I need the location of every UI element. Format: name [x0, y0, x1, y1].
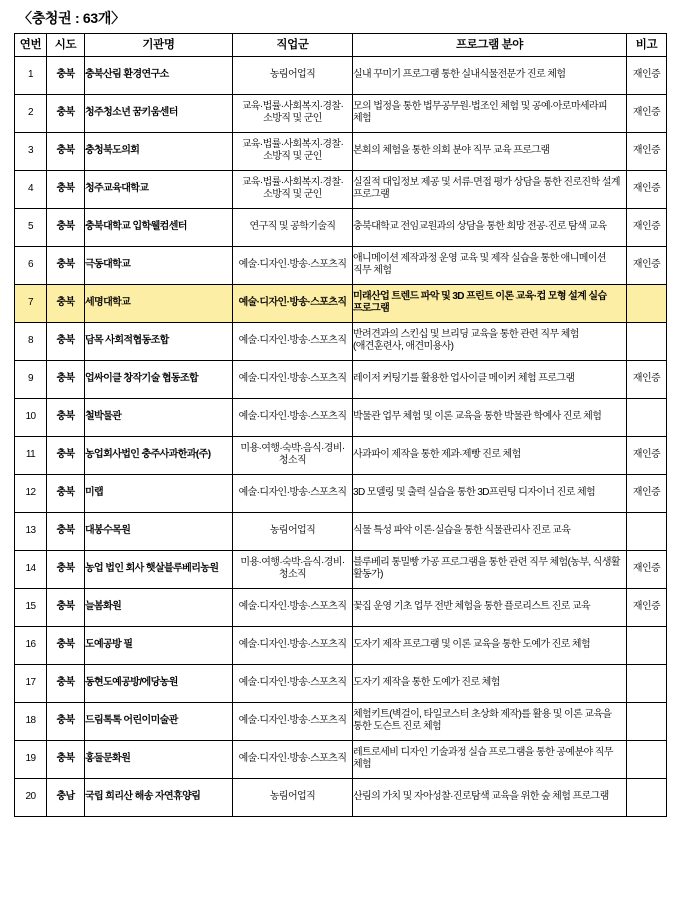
cell-program — [353, 322, 627, 360]
cell-note — [627, 56, 667, 94]
cell-sido — [47, 702, 85, 740]
column-header-no: 연번 — [15, 33, 47, 56]
cell-org-text: 미랩 — [85, 487, 104, 499]
cell-sido — [47, 740, 85, 778]
cell-job — [233, 208, 353, 246]
cell-job-text: 예술·디자인·방송·스포츠직 — [238, 601, 347, 613]
cell-program-text: 미래산업 트렌드 파악 및 3D 프린트 이론 교육·컵 모형 설계 실습 프로그램 — [353, 291, 607, 315]
cell-no-text: 20 — [25, 791, 36, 803]
cell-org — [85, 550, 233, 588]
cell-sido-text: 충북 — [56, 69, 75, 81]
cell-job-text: 농림어업직 — [269, 69, 316, 81]
cell-no-text: 2 — [28, 107, 33, 119]
cell-note — [627, 702, 667, 740]
cell-program — [353, 132, 627, 170]
cell-no — [15, 56, 47, 94]
cell-org — [85, 284, 233, 322]
cell-note-text: 재인증 — [632, 221, 661, 233]
cell-program — [353, 94, 627, 132]
cell-no-text: 18 — [25, 715, 36, 727]
cell-no-text: 5 — [28, 221, 33, 233]
cell-no — [15, 512, 47, 550]
cell-sido-text: 충북 — [56, 487, 75, 499]
cell-sido — [47, 626, 85, 664]
table-row — [15, 740, 667, 778]
column-header-note: 비고 — [627, 33, 667, 56]
cell-note-text: 재인증 — [632, 69, 661, 81]
cell-job-text: 예술·디자인·방송·스포츠직 — [238, 639, 347, 651]
cell-job — [233, 246, 353, 284]
cell-job — [233, 322, 353, 360]
cell-note — [627, 626, 667, 664]
cell-note — [627, 170, 667, 208]
cell-note — [627, 284, 667, 322]
cell-sido-text: 충북 — [56, 183, 75, 195]
cell-org — [85, 512, 233, 550]
cell-program — [353, 740, 627, 778]
cell-no-text: 6 — [28, 259, 33, 271]
cell-sido-text: 충북 — [56, 335, 75, 347]
column-header-program: 프로그램 분야 — [353, 33, 627, 56]
cell-program — [353, 778, 627, 816]
table-row — [15, 664, 667, 702]
cell-no — [15, 322, 47, 360]
cell-sido — [47, 170, 85, 208]
cell-org-text: 늘봄화원 — [85, 601, 122, 613]
cell-job — [233, 778, 353, 816]
cell-sido-text: 충북 — [56, 221, 75, 233]
cell-note-text: 재인증 — [632, 259, 661, 271]
column-header-sido: 시도 — [47, 33, 85, 56]
table-header — [15, 33, 667, 56]
table-row — [15, 170, 667, 208]
cell-job — [233, 626, 353, 664]
cell-sido — [47, 474, 85, 512]
cell-sido — [47, 398, 85, 436]
cell-no — [15, 246, 47, 284]
cell-no — [15, 398, 47, 436]
cell-job — [233, 170, 353, 208]
cell-note — [627, 322, 667, 360]
cell-program — [353, 474, 627, 512]
cell-org-text: 농업 법인 회사 햇살블루베리농원 — [85, 563, 219, 575]
table-row — [15, 550, 667, 588]
cell-job-text: 예술·디자인·방송·스포츠직 — [238, 259, 347, 271]
cell-job — [233, 702, 353, 740]
program-table — [14, 33, 667, 817]
cell-no-text: 13 — [25, 525, 36, 537]
cell-no-text: 17 — [25, 677, 36, 689]
cell-job-text: 예술·디자인·방송·스포츠직 — [238, 373, 347, 385]
cell-no-text: 7 — [28, 297, 33, 309]
cell-org-text: 국립 희리산 해송 자연휴양림 — [85, 791, 201, 803]
page-title: 〈충청권 : 63개〉 — [18, 10, 125, 26]
cell-program — [353, 398, 627, 436]
cell-no-text: 14 — [25, 563, 36, 575]
cell-sido-text: 충북 — [56, 259, 75, 271]
cell-org-text: 철박물관 — [85, 411, 122, 423]
table-row — [15, 436, 667, 474]
cell-note-text: 재인증 — [632, 449, 661, 461]
cell-org — [85, 626, 233, 664]
cell-org-text: 농업회사법인 충주사과한과(주) — [85, 449, 211, 461]
cell-job-text: 예술·디자인·방송·스포츠직 — [238, 753, 347, 765]
cell-sido-text: 충남 — [56, 791, 75, 803]
cell-program — [353, 512, 627, 550]
cell-job-text: 예술·디자인·방송·스포츠직 — [238, 487, 347, 499]
cell-sido — [47, 550, 85, 588]
cell-job-text: 교육·법률·사회복지·경찰·소방직 및 군인 — [241, 139, 344, 163]
cell-job-text: 예술·디자인·방송·스포츠직 — [238, 335, 347, 347]
cell-sido — [47, 322, 85, 360]
cell-job-text: 예술·디자인·방송·스포츠직 — [238, 297, 347, 309]
cell-sido-text: 충북 — [56, 107, 75, 119]
cell-job-text: 예술·디자인·방송·스포츠직 — [238, 715, 347, 727]
cell-no — [15, 436, 47, 474]
cell-job — [233, 550, 353, 588]
cell-no — [15, 740, 47, 778]
cell-program-text: 본회의 체험을 통한 의회 분야 직무 교육 프로그램 — [353, 145, 550, 157]
table-row — [15, 208, 667, 246]
cell-sido — [47, 664, 85, 702]
cell-no — [15, 626, 47, 664]
cell-job — [233, 284, 353, 322]
cell-job-text: 농림어업직 — [269, 791, 316, 803]
cell-program-text: 체험키트(벽걸이, 타일코스터 초상화 제작)를 활용 및 이론 교육을 통한 도슨트 진로 체험 — [353, 709, 612, 733]
cell-note-text: 재인증 — [632, 183, 661, 195]
cell-program-text: 3D 모델링 및 출력 실습을 통한 3D프린팅 디자이너 진로 체험 — [353, 487, 596, 499]
cell-no — [15, 284, 47, 322]
column-header-job: 직업군 — [233, 33, 353, 56]
cell-no — [15, 94, 47, 132]
cell-job-text: 예술·디자인·방송·스포츠직 — [238, 411, 347, 423]
cell-org-text: 홍둘문화원 — [85, 753, 131, 765]
cell-job-text: 미용·여행·숙박·음식·경비·청소직 — [240, 443, 345, 467]
cell-org — [85, 170, 233, 208]
cell-note — [627, 246, 667, 284]
cell-program-text: 블루베리 통밀빵 가공 프로그램을 통한 관련 직무 체험(농부, 식생활 활동가) — [353, 557, 620, 581]
cell-program-text: 식물 특성 파악 이론·실습을 통한 식물관리사 진로 교육 — [353, 525, 571, 537]
cell-org — [85, 94, 233, 132]
cell-job-text: 미용·여행·숙박·음식·경비·청소직 — [240, 557, 345, 581]
cell-job — [233, 436, 353, 474]
cell-note-text: 재인증 — [632, 145, 661, 157]
cell-program-text: 충북대학교 전임교원과의 상담을 통한 희망 전공·진로 탐색 교육 — [353, 221, 607, 233]
cell-org — [85, 246, 233, 284]
cell-program-text: 사과파이 제작을 통한 제과·제빵 진로 체험 — [353, 449, 521, 461]
cell-sido — [47, 778, 85, 816]
cell-note-text: 재인증 — [632, 487, 661, 499]
column-header-org: 기관명 — [85, 33, 233, 56]
cell-job-text: 예술·디자인·방송·스포츠직 — [238, 677, 347, 689]
cell-sido — [47, 512, 85, 550]
cell-job — [233, 588, 353, 626]
cell-sido-text: 충북 — [56, 601, 75, 613]
table-row — [15, 588, 667, 626]
table-row — [15, 474, 667, 512]
cell-org-text: 동현도예공방/에당농원 — [85, 677, 178, 689]
cell-no — [15, 170, 47, 208]
cell-org-text: 세명대학교 — [85, 297, 131, 309]
cell-sido-text: 충북 — [56, 297, 75, 309]
cell-job — [233, 56, 353, 94]
cell-note — [627, 512, 667, 550]
table-row — [15, 512, 667, 550]
cell-sido-text: 충북 — [56, 411, 75, 423]
cell-org-text: 충청북도의회 — [85, 145, 140, 157]
cell-program-text: 도자기 제작을 통한 도예가 진로 체험 — [353, 677, 500, 689]
cell-no-text: 11 — [25, 449, 36, 461]
cell-org — [85, 360, 233, 398]
cell-org — [85, 208, 233, 246]
table-row — [15, 246, 667, 284]
cell-no — [15, 474, 47, 512]
cell-no-text: 8 — [28, 335, 33, 347]
table-header-row — [15, 33, 667, 56]
table-body — [15, 56, 667, 816]
cell-program — [353, 56, 627, 94]
cell-no-text: 12 — [25, 487, 36, 499]
cell-sido — [47, 436, 85, 474]
cell-no-text: 16 — [25, 639, 36, 651]
cell-job — [233, 398, 353, 436]
cell-no-text: 19 — [25, 753, 36, 765]
cell-program — [353, 208, 627, 246]
cell-program-text: 산림의 가치 및 자아성찰·진로탐색 교육을 위한 숲 체험 프로그램 — [353, 791, 609, 803]
cell-program-text: 애니메이션 제작과정 운영 교육 및 제작 실습을 통한 애니메이션 직무 체험 — [353, 253, 606, 277]
cell-no-text: 10 — [25, 411, 36, 423]
cell-program — [353, 588, 627, 626]
cell-org — [85, 398, 233, 436]
cell-program-text: 레트로세비 디자인 기술과정 실습 프로그램을 통한 공예분야 직무 체험 — [353, 747, 613, 771]
cell-sido — [47, 56, 85, 94]
table-row — [15, 322, 667, 360]
cell-program-text: 박물관 업무 체험 및 이론 교육을 통한 박물관 학예사 진로 체험 — [353, 411, 602, 423]
cell-sido — [47, 360, 85, 398]
cell-no-text: 1 — [28, 69, 33, 81]
cell-org-text: 충북산림 환경연구소 — [85, 69, 169, 81]
cell-sido — [47, 284, 85, 322]
cell-job — [233, 360, 353, 398]
cell-program-text: 반려견과의 스킨십 및 브리딩 교육을 통한 관련 직무 체험(애견훈련사, 애견미용사) — [353, 329, 579, 353]
cell-note — [627, 208, 667, 246]
cell-program-text: 도자기 제작 프로그램 및 이론 교육을 통한 도예가 진로 체험 — [353, 639, 591, 651]
table-row — [15, 360, 667, 398]
cell-no-text: 9 — [28, 373, 33, 385]
cell-program-text: 레이저 커팅기를 활용한 업사이클 메이커 체험 프로그램 — [353, 373, 575, 385]
cell-org — [85, 588, 233, 626]
cell-org-text: 청주교육대학교 — [85, 183, 149, 195]
cell-note-text: 재인증 — [632, 373, 661, 385]
cell-program-text: 꽃집 운영 기초 업무 전반 체험을 통한 플로리스트 진로 교육 — [353, 601, 591, 613]
cell-org — [85, 322, 233, 360]
cell-job-text: 교육·법률·사회복지·경찰·소방직 및 군인 — [241, 177, 344, 201]
cell-no — [15, 550, 47, 588]
cell-no-text: 3 — [28, 145, 33, 157]
cell-job — [233, 132, 353, 170]
cell-org — [85, 664, 233, 702]
cell-job-text: 연구직 및 공학기술직 — [249, 221, 336, 233]
cell-org — [85, 436, 233, 474]
cell-no-text: 4 — [28, 183, 33, 195]
cell-no — [15, 132, 47, 170]
cell-sido — [47, 588, 85, 626]
cell-note — [627, 132, 667, 170]
cell-org — [85, 474, 233, 512]
cell-job-text: 농림어업직 — [269, 525, 316, 537]
cell-sido — [47, 246, 85, 284]
cell-job — [233, 664, 353, 702]
cell-program — [353, 246, 627, 284]
cell-note — [627, 474, 667, 512]
cell-no — [15, 588, 47, 626]
cell-org-text: 충북대학교 입학웰컴센터 — [85, 221, 187, 233]
cell-org — [85, 740, 233, 778]
cell-sido-text: 충북 — [56, 525, 75, 537]
cell-note — [627, 550, 667, 588]
table-row — [15, 56, 667, 94]
cell-note-text: 재인증 — [632, 563, 661, 575]
cell-org — [85, 56, 233, 94]
cell-sido-text: 충북 — [56, 449, 75, 461]
cell-program — [353, 664, 627, 702]
cell-program — [353, 170, 627, 208]
cell-org-text: 드림톡톡 어린이미술관 — [85, 715, 178, 727]
cell-sido-text: 충북 — [56, 677, 75, 689]
cell-note-text: 재인증 — [632, 601, 661, 613]
cell-org-text: 극동대학교 — [85, 259, 131, 271]
cell-org-text: 도예공방 필 — [85, 639, 133, 651]
cell-sido-text: 충북 — [56, 563, 75, 575]
cell-program — [353, 550, 627, 588]
cell-sido — [47, 94, 85, 132]
cell-program — [353, 360, 627, 398]
table-row — [15, 132, 667, 170]
cell-program — [353, 702, 627, 740]
cell-note — [627, 398, 667, 436]
cell-note — [627, 778, 667, 816]
cell-org-text: 담목 사회적협동조합 — [85, 335, 169, 347]
cell-sido — [47, 208, 85, 246]
cell-sido-text: 충북 — [56, 715, 75, 727]
cell-sido-text: 충북 — [56, 639, 75, 651]
cell-program — [353, 284, 627, 322]
cell-sido-text: 충북 — [56, 753, 75, 765]
cell-note — [627, 360, 667, 398]
cell-no — [15, 208, 47, 246]
cell-note — [627, 436, 667, 474]
table-row — [15, 94, 667, 132]
cell-note — [627, 588, 667, 626]
cell-note-text: 재인증 — [632, 107, 661, 119]
cell-program-text: 실내 꾸미기 프로그램 통한 실내식물전문가 진로 체험 — [353, 69, 566, 81]
cell-no — [15, 778, 47, 816]
table-row — [15, 284, 667, 322]
cell-note — [627, 664, 667, 702]
cell-no — [15, 702, 47, 740]
cell-program — [353, 626, 627, 664]
table-row — [15, 626, 667, 664]
cell-no — [15, 360, 47, 398]
cell-org — [85, 778, 233, 816]
cell-sido-text: 충북 — [56, 373, 75, 385]
cell-sido — [47, 132, 85, 170]
cell-job — [233, 94, 353, 132]
cell-job — [233, 512, 353, 550]
cell-note — [627, 94, 667, 132]
cell-no-text: 15 — [25, 601, 36, 613]
cell-program-text: 모의 법정을 통한 법무공무원·법조인 체험 및 공예·아로마세라피 체험 — [353, 101, 608, 125]
table-row — [15, 778, 667, 816]
cell-job-text: 교육·법률·사회복지·경찰·소방직 및 군인 — [241, 101, 344, 125]
cell-program-text: 실질적 대입정보 제공 및 서류·면접 평가 상담을 통한 진로진학 설계 프로그램 — [353, 177, 620, 201]
cell-job — [233, 740, 353, 778]
table-row — [15, 702, 667, 740]
cell-org — [85, 702, 233, 740]
cell-note — [627, 740, 667, 778]
cell-org-text: 청주청소년 꿈키움센터 — [85, 107, 178, 119]
cell-no — [15, 664, 47, 702]
cell-org — [85, 132, 233, 170]
cell-sido-text: 충북 — [56, 145, 75, 157]
cell-program — [353, 436, 627, 474]
cell-org-text: 대봉수목원 — [85, 525, 131, 537]
cell-job — [233, 474, 353, 512]
table-row — [15, 398, 667, 436]
cell-org-text: 업싸이클 창작기술 협동조합 — [85, 373, 199, 385]
